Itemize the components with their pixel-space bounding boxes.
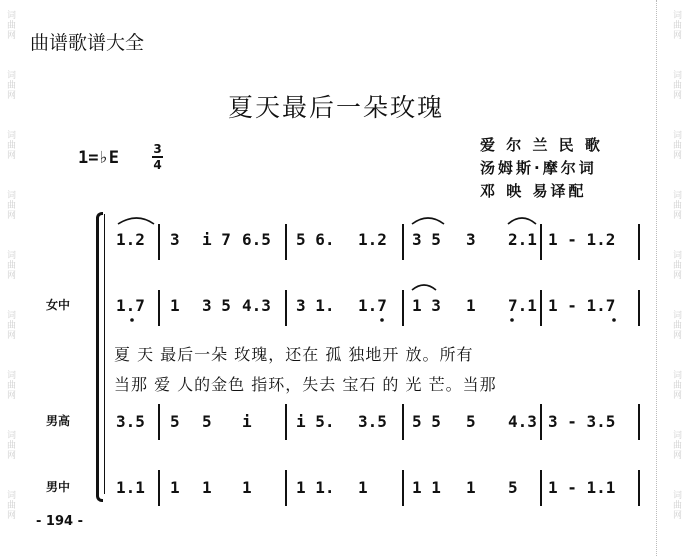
watermark-text: 词曲网 — [671, 70, 681, 100]
note-group: 3 — [466, 230, 476, 249]
note-group: 1 — [242, 478, 252, 497]
note-group: 1 - 1.2 — [548, 230, 616, 249]
lyric-line: 夏 天 最后一朵 玫瑰，还在 孤 独地开 放。所有 — [114, 345, 474, 364]
note-group: 1 — [202, 478, 212, 497]
note-group: 1.1 — [116, 478, 145, 497]
note-group: 1 — [170, 296, 180, 315]
watermark-text: 词曲网 — [5, 370, 15, 400]
site-title: 曲谱歌谱大全 — [30, 32, 145, 54]
note-group: i 7 — [202, 230, 231, 249]
note-group: 6.5 — [242, 230, 271, 249]
note-group: 1.2 — [358, 230, 387, 249]
note-group: i 5. — [296, 412, 335, 431]
note-group: i — [242, 412, 252, 431]
time-signature-bottom: 4 — [153, 158, 162, 172]
note-group: 2.1 — [508, 230, 537, 249]
note-group: 1 - 1.1 — [548, 478, 616, 497]
lyric-line: 当那 爱 人的金色 指环，失去 宝石 的 光 芒。当那 — [114, 375, 497, 394]
note-group: 1.7 — [116, 296, 145, 315]
octave-dot — [612, 318, 616, 322]
note-group: 1 1. — [296, 478, 335, 497]
note-group: 1 1 — [412, 478, 441, 497]
key-signature: 1=♭E — [78, 148, 119, 168]
song-title: 夏天最后一朵玫瑰 — [228, 93, 445, 122]
note-group: 5 — [170, 412, 180, 431]
note-group: 3 5 — [412, 230, 441, 249]
slur — [412, 285, 436, 290]
octave-dot — [510, 318, 514, 322]
slur — [508, 218, 536, 224]
note-group: 5 — [508, 478, 518, 497]
watermark-text: 词曲网 — [5, 10, 15, 40]
note-group: 1 — [466, 296, 476, 315]
note-group: 4.3 — [508, 412, 537, 431]
watermark-text: 词曲网 — [5, 310, 15, 340]
note-group: 5 6. — [296, 230, 335, 249]
slur — [118, 218, 154, 224]
watermark-text: 词曲网 — [671, 430, 681, 460]
note-group: 1.7 — [358, 296, 387, 315]
watermark-text: 词曲网 — [5, 70, 15, 100]
credit-line: 汤姆斯·摩尔词 — [480, 159, 597, 177]
octave-dot — [130, 318, 134, 322]
watermark-text: 词曲网 — [671, 250, 681, 280]
note-group: 1 3 — [412, 296, 441, 315]
watermark-text: 词曲网 — [671, 490, 681, 520]
note-group: 1.2 — [116, 230, 145, 249]
note-group: 3 — [170, 230, 180, 249]
watermark-text: 词曲网 — [671, 130, 681, 160]
voice-label: 男中 — [46, 480, 71, 494]
watermark-text: 词曲网 — [5, 250, 15, 280]
watermark-text: 词曲网 — [5, 490, 15, 520]
note-group: 3.5 — [116, 412, 145, 431]
note-group: 3.5 — [358, 412, 387, 431]
watermark-text: 词曲网 — [671, 10, 681, 40]
credit-line: 爱 尔 兰 民 歌 — [480, 136, 603, 154]
note-group: 1 - 1.7 — [548, 296, 616, 315]
note-group: 1 — [466, 478, 476, 497]
voice-label: 女中 — [46, 298, 71, 312]
note-group: 3 5 — [202, 296, 231, 315]
slur — [412, 218, 444, 224]
page-number: - 194 - — [36, 514, 83, 529]
note-group: 3 - 3.5 — [548, 412, 616, 431]
watermark-text: 词曲网 — [671, 190, 681, 220]
note-group: 1 — [358, 478, 368, 497]
note-group: 5 5 — [412, 412, 441, 431]
voice-label: 男高 — [46, 414, 71, 428]
note-group: 5 — [466, 412, 476, 431]
credit-line: 邓 映 易译配 — [480, 182, 587, 200]
note-group: 7.1 — [508, 296, 537, 315]
note-group: 1 — [170, 478, 180, 497]
watermark-text: 词曲网 — [5, 130, 15, 160]
watermark-text: 词曲网 — [5, 190, 15, 220]
note-group: 4.3 — [242, 296, 271, 315]
octave-dot — [380, 318, 384, 322]
note-group: 3 1. — [296, 296, 335, 315]
watermark-text: 词曲网 — [671, 370, 681, 400]
watermark-text: 词曲网 — [671, 310, 681, 340]
watermark-text: 词曲网 — [5, 430, 15, 460]
note-group: 5 — [202, 412, 212, 431]
time-signature-top: 3 — [153, 142, 162, 156]
